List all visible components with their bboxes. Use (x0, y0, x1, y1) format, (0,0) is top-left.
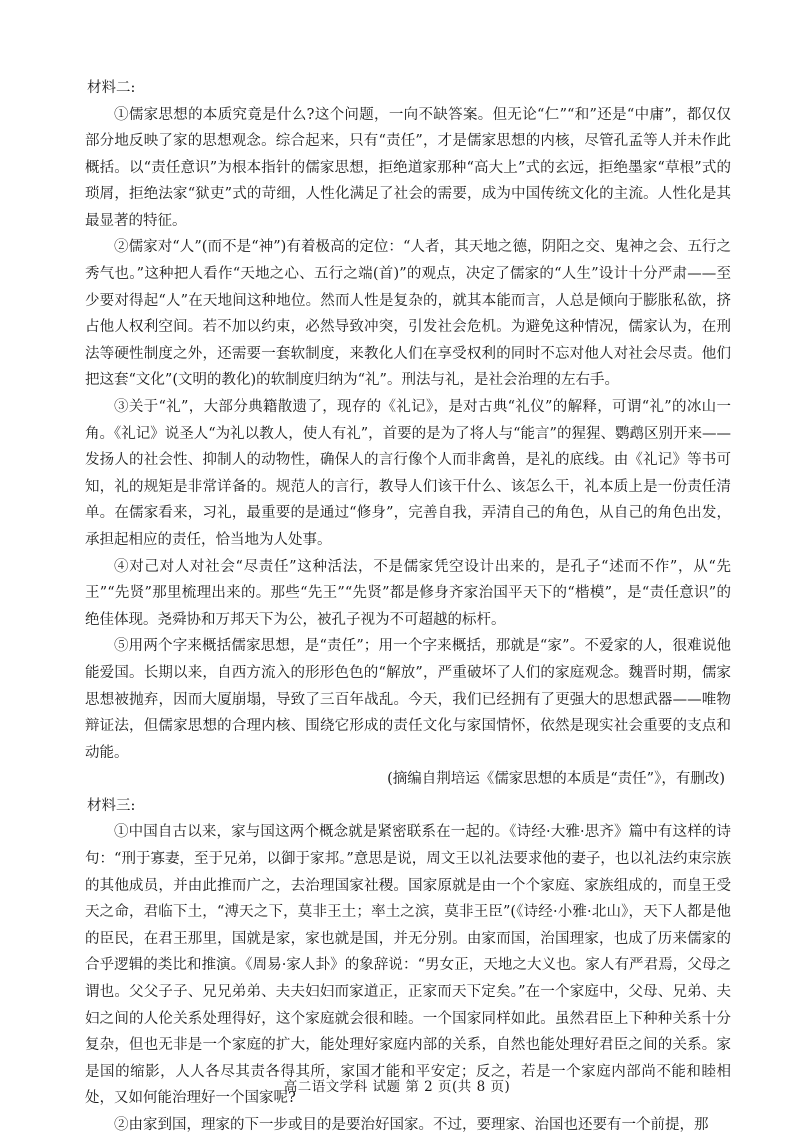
material-2-heading: 材料二: (87, 80, 136, 96)
material-2-paragraph-2: ②儒家对“人”(而不是“神”)有着极高的定位：“人者，其天地之德，阴阳之交、鬼神之会、五行之秀气也。”这种把人看作“天地之心、五行之端(首)”的观点，决定了儒家的“人生”设计十分严肃——至少要对得起“人”在天地间这种地位。然而人性是复杂的，就其本能而言，人总是倾向于膨胀私欲，挤占他人权利空间。若不加以约束，必然导致冲突，引发社会危机。为避免这种情况，儒家认为，在刑法等硬性制度之外，还需要一套软制度，来教化人们在享受权利的同时不忘对他人对社会尽责。他们把这套“文化”(文明的教化)的软制度归纳为“礼”。刑法与礼，是社会治理的左右手。 (85, 239, 731, 389)
page-body (85, 75, 731, 1139)
material-2-paragraph-3: ③关于“礼”，大部分典籍散遗了，现存的《礼记》，是对古典“礼仪”的解释，可谓“礼”的冰山一角。《礼记》说圣人“为礼以教人，使人有礼”，首要的是为了将人与“能言”的猩猩、鹦鹉区别开来——发扬人的社会性、抑制人的动物性，确保人的言行像个人而非禽兽，是礼的底线。由《礼记》等书可知，礼的规矩是非常详备的。规范人的言行，教导人们该干什么、该怎么干，礼本质上是一份责任清单。在儒家看来，习礼，最重要的是通过“修身”，完善自我，弄清自己的角色，从自己的角色出发，承担起相应的责任，恰当地为人处事。 (85, 399, 731, 548)
material-3-paragraph-2: ②由家到国，理家的下一步或目的是要治好国家。不过，要理家、治国也还要有一个前提，那 (114, 1116, 709, 1133)
material-2-paragraph-4: ④对己对人对社会“尽责任”这种活法，不是儒家凭空设计出来的，是孔子“述而不作”，从“先王”“先贤”那里梳理出来的。那些“先王”“先贤”都是修身齐家治国平天下的“楷模”，是“责任意识”的绝佳体现。尧舜协和万邦天下为公，被孔子视为不可超越的标杆。 (85, 558, 731, 628)
material-3-heading: 材料三: (87, 797, 136, 814)
material-3-paragraph-1: ①中国自古以来，家与国这两个概念就是紧密联系在一起的。《诗经·大雅·思齐》篇中有这样的诗句：“刑于寡妻，至于兄弟，以御于家邦。”意思是说，周文王以礼法要求他的妻子，也以礼法约束宗族的其他成员，并由此推而广之，去治理国家社稷。国家原就是由一个个家庭、家族组成的，而皇王受天之命，君临下土，“溥天之下，莫非王土；率土之滨，莫非王臣”(《诗经·小雅·北山》，天下人都是他的臣民，在君王那里，国就是家，家也就是国，并无分别。由家而国，治国理家，也成了历来儒家的合乎逻辑的类比和推演。《周易·家人卦》的象辞说：“男女正，天地之大义也。家人有严君焉，父母之谓也。父父子子、兄兄弟弟、夫夫妇妇而家道正，正家而天下定矣。”在一个家庭中，父母、兄弟、夫妇之间的人伦关系处理得好，这个家庭就会很和睦。一个国家同样如此。虽然君臣上下种种关系十分复杂，但也无非是一个家庭的扩大，能处理好家庭内部的关系，自然也能处理好君臣之间的关系。家是国的缩影，人人各尽其责各得其所，家国才能和平安定；反之，若是一个家庭内部尚不能和睦相处，又如何能治理好一个国家呢? (85, 824, 731, 1107)
material-2-source-citation: (摘编自荆培运《儒家思想的本质是“责任”》，有删改) (387, 771, 725, 788)
page-footer: 高二语文学科 试题 第 2 页(共 8 页) (283, 1079, 511, 1095)
material-2-paragraph-5: ⑤用两个字来概括儒家思想，是“责任”；用一个字来概括，那就是“家”。不爱家的人，很难说他能爱国。长期以来，自西方流入的形形色色的“解放”，严重破坏了人们的家庭观念。魏晋时期，儒家思想被抛弃，因而大厦崩塌，导致了三百年战乱。今天，我们已经拥有了更强大的思想武器——唯物辩证法，但儒家思想的合理内核、围绕它形成的责任文化与家国情怀，依然是现实社会重要的支点和动能。 (85, 638, 731, 761)
material-2-paragraph-1: ①儒家思想的本质究竟是什么?这个问题，一向不缺答案。但无论“仁”“和”还是“中庸”，都仅仅部分地反映了家的思想观念。综合起来，只有“责任”，才是儒家思想的内核，尽管孔孟等人并未作此概括。以“责任意识”为根本指针的儒家思想，拒绝道家那种“高大上”式的玄远，拒绝墨家“草根”式的琐屑，拒绝法家“狱吏”式的苛细，人性化满足了社会的需要，成为中国传统文化的主流。人性化是其最显著的特征。 (85, 106, 731, 229)
